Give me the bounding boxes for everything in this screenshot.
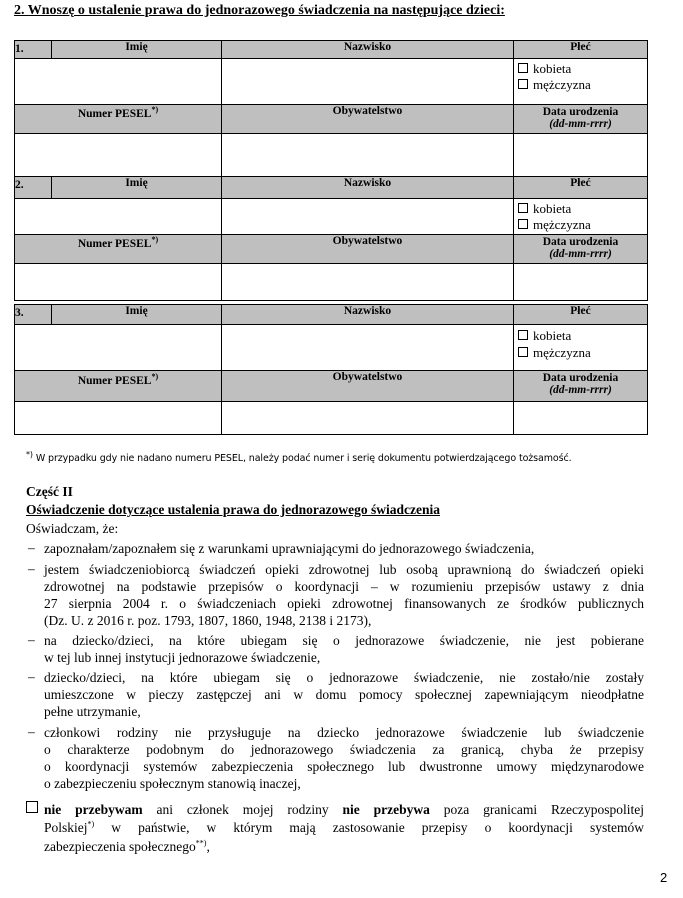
pesel-header: Numer PESEL*) bbox=[15, 105, 222, 134]
pesel-header: Numer PESEL*) bbox=[15, 235, 222, 264]
first-name-header: Imię bbox=[52, 177, 222, 199]
footnote: *) W przypadku gdy nie nadano numeru PESEL, należy podać numer i serię dokumentu potwierdzającego tożsamość. bbox=[26, 449, 572, 464]
male-checkbox[interactable] bbox=[518, 79, 528, 89]
first-name-header: Imię bbox=[52, 305, 222, 325]
sex-options bbox=[514, 199, 648, 235]
residence-statement-line: zabezpieczenia społecznego**), bbox=[44, 838, 210, 854]
sex-options bbox=[514, 325, 648, 371]
birth-date-field[interactable] bbox=[514, 134, 648, 177]
statement-item-5-line: o koordynacji systemów zabezpieczenia społecznego lub dwustronne umowy międzynarodowe bbox=[44, 759, 644, 774]
female-label: kobieta bbox=[533, 201, 572, 216]
statement-item-3-line: w tej lub innej instytucji jednorazowe świadczenie, bbox=[44, 650, 321, 665]
section-heading: 2. Wnoszę o ustalenie prawa do jednorazowego świadczenia na następujące dzieci: bbox=[14, 3, 505, 18]
birth-date-header: Data urodzenia (dd-mm-rrrr) bbox=[514, 371, 648, 402]
child-table-1 bbox=[14, 40, 648, 177]
birth-date-field[interactable] bbox=[514, 264, 648, 301]
citizenship-field[interactable] bbox=[222, 134, 514, 177]
bullet-dash: – bbox=[28, 669, 35, 684]
statement-item-5-line: o charakterze podobnym do jednorazowego świadczenia za granicą, chyba że przepisy bbox=[44, 742, 644, 757]
citizenship-field[interactable] bbox=[222, 402, 514, 435]
last-name-header: Nazwisko bbox=[222, 177, 514, 199]
statement-item-4-line: umieszczone w pieczy zastępczej ani w domu pomocy społecznej zapewniającym nieodpłatne bbox=[44, 687, 644, 702]
statement-intro: Oświadczam, że: bbox=[26, 521, 119, 536]
residence-statement: nie przebywam ani członek mojej rodziny nie przebywa poza granicami Rzeczypospolitej bbox=[44, 802, 644, 817]
statement-item-2-line: zdrowotnej na podstawie przepisów o koordynacji – w rozumieniu przepisów ustawy z dnia bbox=[44, 579, 644, 594]
pesel-field[interactable] bbox=[15, 264, 222, 301]
female-checkbox[interactable] bbox=[518, 203, 528, 213]
statement-item-2: jestem świadczeniobiorcą świadczeń opieki zdrowotnej lub osobą uprawnioną do świadczeń opieki bbox=[44, 562, 644, 577]
last-name-header: Nazwisko bbox=[222, 305, 514, 325]
female-label: kobieta bbox=[533, 61, 572, 76]
citizenship-header: Obywatelstwo bbox=[222, 105, 514, 134]
statement-item-4: dziecko/dzieci, na które ubiegam się o jednorazowe świadczenie, nie zostało/nie zostały bbox=[44, 670, 644, 685]
female-checkbox[interactable] bbox=[518, 63, 528, 73]
child-table-2 bbox=[14, 176, 648, 301]
first-name-header: Imię bbox=[52, 41, 222, 59]
statement-item-2-line: (Dz. U. z 2016 r. poz. 1793, 1807, 1860, 1948, 2138 i 2173), bbox=[44, 613, 372, 628]
sex-options bbox=[514, 59, 648, 105]
statement-item-1: zapoznałam/zapoznałem się z warunkami uprawniającymi do jednorazowego świadczenia, bbox=[44, 541, 535, 556]
male-checkbox[interactable] bbox=[518, 219, 528, 229]
bullet-dash: – bbox=[28, 561, 35, 576]
residence-statement-line: Polskiej*) w państwie, w którym mają zastosowanie przepisy o koordynacji systemów bbox=[44, 819, 644, 835]
first-name-field[interactable] bbox=[15, 325, 222, 371]
part-subtitle: Oświadczenie dotyczące ustalenia prawa do jednorazowego świadczenia bbox=[26, 502, 440, 517]
male-label: mężczyzna bbox=[533, 345, 591, 360]
residence-checkbox[interactable] bbox=[26, 801, 38, 813]
page-number: 2 bbox=[660, 870, 668, 885]
birth-date-header: Data urodzenia (dd-mm-rrrr) bbox=[514, 105, 648, 134]
first-name-field[interactable] bbox=[15, 59, 222, 105]
last-name-field[interactable] bbox=[222, 59, 514, 105]
bullet-dash: – bbox=[28, 540, 35, 555]
female-checkbox[interactable] bbox=[518, 330, 528, 340]
child-table-3 bbox=[14, 304, 648, 435]
male-label: mężczyzna bbox=[533, 217, 591, 232]
child-number: 1. bbox=[15, 41, 52, 59]
pesel-field[interactable] bbox=[15, 402, 222, 435]
male-checkbox[interactable] bbox=[518, 347, 528, 357]
pesel-field[interactable] bbox=[15, 134, 222, 177]
last-name-field[interactable] bbox=[222, 199, 514, 235]
statement-item-3: na dziecko/dzieci, na które ubiegam się o jednorazowe świadczenie, nie jest pobierane bbox=[44, 633, 644, 648]
bullet-dash: – bbox=[28, 632, 35, 647]
residence-checkbox-wrap bbox=[26, 801, 43, 817]
statement-item-2-line: 27 sierpnia 2004 r. o świadczeniach opieki zdrowotnej finansowanych ze środków publicznych bbox=[44, 596, 644, 611]
birth-date-header: Data urodzenia (dd-mm-rrrr) bbox=[514, 235, 648, 264]
pesel-header: Numer PESEL*) bbox=[15, 371, 222, 402]
female-label: kobieta bbox=[533, 328, 572, 343]
statement-item-5-line: o zabezpieczeniu społecznym stanowią inaczej, bbox=[44, 776, 301, 791]
child-number: 3. bbox=[15, 305, 52, 325]
citizenship-header: Obywatelstwo bbox=[222, 235, 514, 264]
part-title: Część II bbox=[26, 484, 73, 499]
child-number: 2. bbox=[15, 177, 52, 199]
sex-header: Płeć bbox=[514, 305, 648, 325]
sex-header: Płeć bbox=[514, 177, 648, 199]
statement-item-5: członkowi rodziny nie przysługuje na dziecko jednorazowe świadczenie lub świadczenie bbox=[44, 725, 644, 740]
bullet-dash: – bbox=[28, 724, 35, 739]
birth-date-field[interactable] bbox=[514, 402, 648, 435]
citizenship-field[interactable] bbox=[222, 264, 514, 301]
male-label: mężczyzna bbox=[533, 77, 591, 92]
statement-item-4-line: pełne utrzymanie, bbox=[44, 704, 141, 719]
last-name-field[interactable] bbox=[222, 325, 514, 371]
sex-header: Płeć bbox=[514, 41, 648, 59]
first-name-field[interactable] bbox=[15, 199, 222, 235]
last-name-header: Nazwisko bbox=[222, 41, 514, 59]
citizenship-header: Obywatelstwo bbox=[222, 371, 514, 402]
